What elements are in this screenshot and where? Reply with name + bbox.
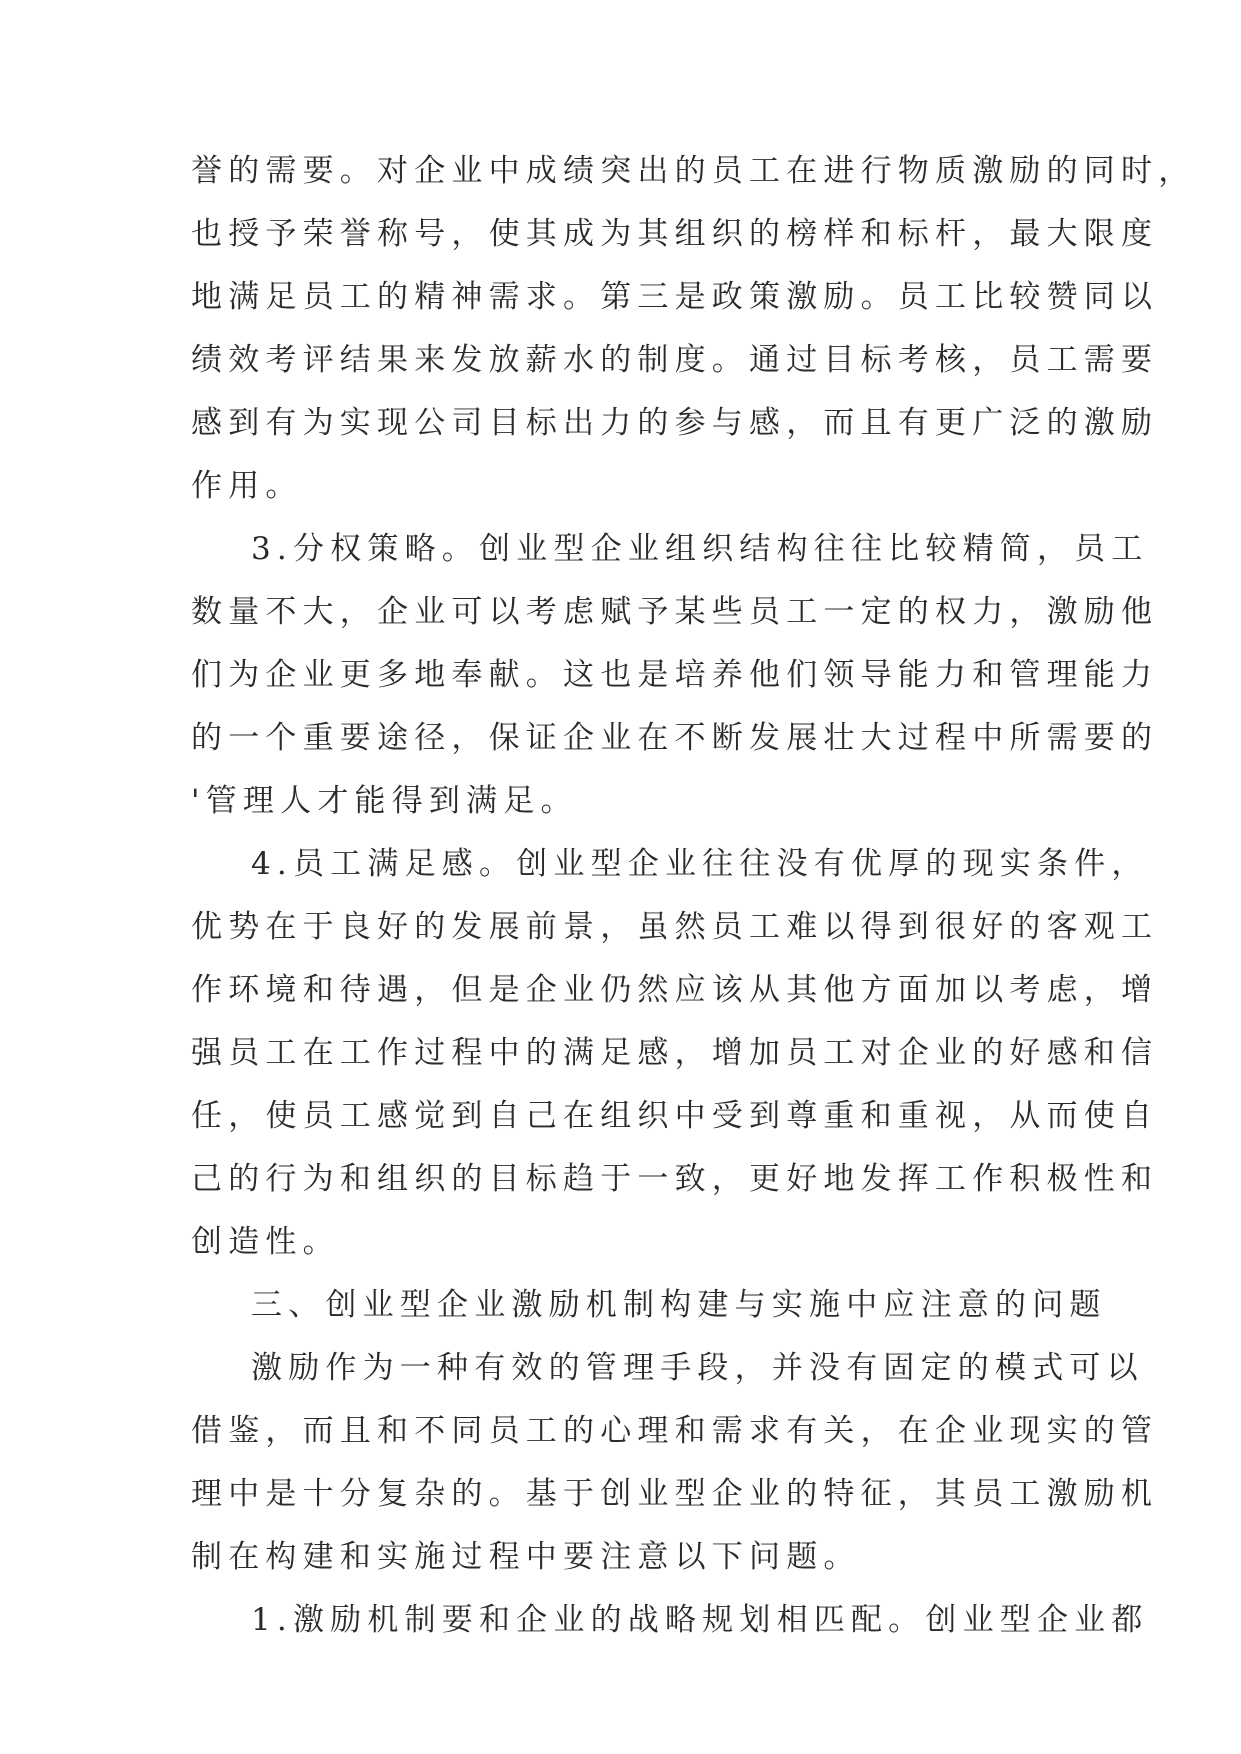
text-line: 己的行为和组织的目标趋于一致，更好地发挥工作积极性和 (191, 1161, 1159, 1197)
text-line: 制在构建和实施过程中要注意以下问题。 (191, 1539, 861, 1575)
text-line: 也授予荣誉称号，使其成为其组织的榜样和标杆，最大限度 (191, 216, 1159, 252)
text-line: 激励作为一种有效的管理手段，并没有固定的模式可以 (251, 1350, 1144, 1386)
text-line: 作用。 (191, 468, 303, 504)
text-line: 的一个重要途径，保证企业在不断发展壮大过程中所需要的 (191, 720, 1159, 756)
text-line: 地满足员工的精神需求。第三是政策激励。员工比较赞同以 (191, 279, 1159, 315)
list-item-heading: 3.分权策略。创业型企业组织结构往往比较精简，员工 (251, 531, 1149, 567)
text-line: 强员工在工作过程中的满足感，增加员工对企业的好感和信 (191, 1035, 1159, 1071)
text-line: 誉的需要。对企业中成绩突出的员工在进行物质激励的同时， (191, 153, 1196, 189)
text-line: 任，使员工感觉到自己在组织中受到尊重和重视，从而使自 (191, 1098, 1159, 1134)
text-line: 绩效考评结果来发放薪水的制度。通过目标考核，员工需要 (191, 342, 1159, 378)
section-heading: 三、创业型企业激励机制构建与实施中应注意的问题 (251, 1287, 1107, 1323)
text-line: 感到有为实现公司目标出力的参与感，而且有更广泛的激励 (191, 405, 1159, 441)
text-line: 作环境和待遇，但是企业仍然应该从其他方面加以考虑，增 (191, 972, 1159, 1008)
text-line: 们为企业更多地奉献。这也是培养他们领导能力和管理能力 (191, 657, 1159, 693)
list-item-heading: 1.激励机制要和企业的战略规划相匹配。创业型企业都 (251, 1602, 1149, 1638)
list-item-heading: 4.员工满足感。创业型企业往往没有优厚的现实条件， (251, 846, 1149, 882)
text-line: 理中是十分复杂的。基于创业型企业的特征，其员工激励机 (191, 1476, 1159, 1512)
text-line: 优势在于良好的发展前景，虽然员工难以得到很好的客观工 (191, 909, 1159, 945)
text-line: 借鉴，而且和不同员工的心理和需求有关，在企业现实的管 (191, 1413, 1159, 1449)
text-line: 数量不大，企业可以考虑赋予某些员工一定的权力，激励他 (191, 594, 1159, 630)
text-line: '管理人才能得到满足。 (191, 783, 578, 819)
text-line: 创造性。 (191, 1224, 340, 1260)
